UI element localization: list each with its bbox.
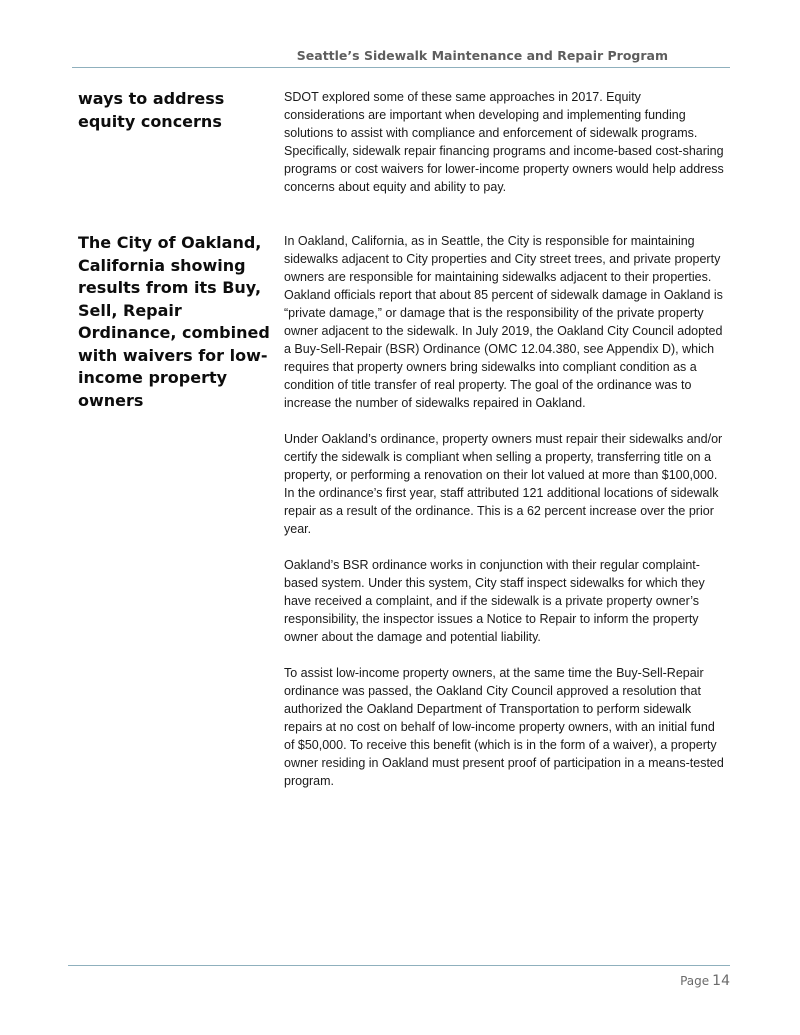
header-divider — [72, 67, 730, 68]
paragraph: SDOT explored some of these same approaches in 2017. Equity considerations are important when developing and implementing funding solutions to assist with compliance and enforcement of sidewalk programs. Specifically, sidewalk repair financing programs and income-based cost-sharing programs or cost waivers for lower-income property owners would help address concerns about equity and ability to pay. — [284, 90, 724, 194]
side-heading: The City of Oakland, California showing results from its Buy, Sell, Repair Ordinance, combined with waivers for low-income property owners — [78, 233, 270, 410]
footer-divider — [68, 965, 730, 966]
paragraph: In Oakland, California, as in Seattle, the City is responsible for maintaining sidewalks adjacent to City properties and City street trees, and private property owners are responsible for maintaining sidewalks adjacent to their properties. Oakland officials report that about 85 percent of sidewalk damage in Oakland is “private damage,” or damage that is the responsibility of the private property owner adjacent to the sidewalk. In July 2019, the Oakland City Council adopted a Buy-Sell-Repair (BSR) Ordinance (OMC 12.04.380, see Appendix D), which requires that property owners bring sidewalks into compliant condition as a condition of title transfer of real property. The goal of the ordinance was to increase the number of sidewalks repaired in Oakland. — [284, 234, 723, 410]
side-heading: ways to address equity concerns — [78, 89, 225, 131]
paragraph: Under Oakland’s ordinance, property owners must repair their sidewalks and/or certify the sidewalk is compliant when selling a property, transferring title on a property, or performing a renovation on their lot valued at more than $100,000. In the ordinance’s first year, staff attributed 121 additional locations of sidewalk repair as a result of the ordinance. This is a 62 percent increase over the prior year. — [284, 432, 723, 536]
section-body — [284, 88, 724, 214]
page-number — [680, 970, 730, 989]
section-body — [284, 232, 724, 808]
paragraph: Oakland’s BSR ordinance works in conjunction with their regular complaint-based system. Under this system, City staff inspect sidewalks for which they have received a complaint, and if the sidewalk is a private property owner’s responsibility, the inspector issues a Notice to Repair to inform the property owner about the damage and potential liability. — [284, 558, 705, 644]
page-number-value: 14 — [712, 973, 730, 989]
running-header-title: Seattle’s Sidewalk Maintenance and Repair Program — [296, 48, 668, 63]
paragraph: To assist low-income property owners, at the same time the Buy-Sell-Repair ordinance was passed, the Oakland City Council approved a resolution that authorized the Oakland Department of Transportation to perform sidewalk repairs at no cost on behalf of low-income property owners, with an initial fund of $50,000. To receive this benefit (which is in the form of a waiver), a property owner residing in Oakland must present proof of participation in a means-tested program. — [284, 666, 724, 788]
page-label: Page — [680, 974, 710, 988]
